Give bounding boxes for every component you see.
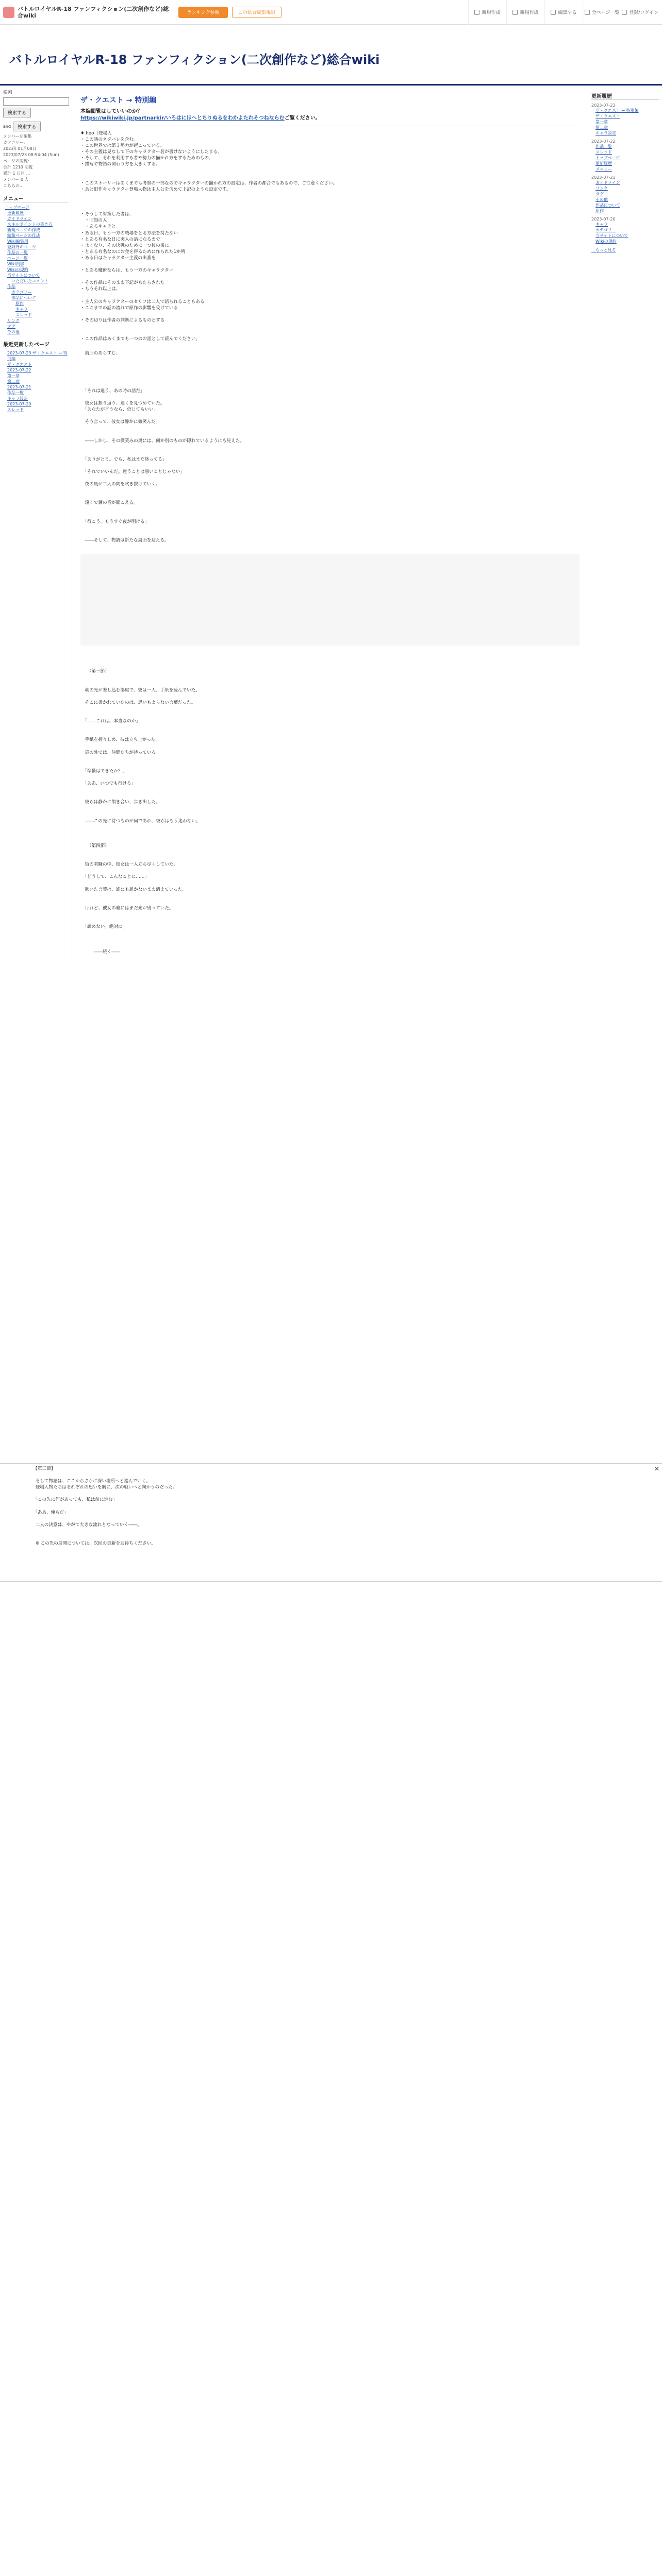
meta-line: ページの閲覧: — [3, 159, 29, 163]
history-list — [591, 222, 659, 244]
history-date: 2023-07-21 — [591, 175, 616, 180]
menu-item[interactable]: Wikiの規約 — [7, 267, 28, 272]
site-title[interactable]: バトルロイヤルR-18 ファンフィクション(二次創作など)総合wiki — [18, 5, 169, 19]
main-content — [72, 86, 588, 960]
history-date: 2023-07-23 — [591, 103, 616, 108]
recent-item[interactable]: 2023-07-23 ザ・クエスト → 特別編 — [7, 351, 68, 361]
menu-item[interactable]: 編集ページの作成 — [7, 233, 40, 238]
nav-label: 登録/ログイン — [629, 10, 658, 15]
nav-item-login[interactable] — [621, 0, 659, 25]
history-item[interactable]: 原作 — [595, 209, 604, 213]
menu-item[interactable]: キャラ — [15, 307, 28, 312]
history-list — [591, 144, 659, 172]
history-list — [591, 180, 659, 214]
right-sidebar — [588, 86, 662, 960]
menu-item[interactable]: Wiki編集用 — [7, 239, 28, 244]
notice — [80, 108, 580, 122]
meta-line: 2023年01月08日 — [3, 146, 37, 151]
history-list — [591, 108, 659, 136]
notice-suffix: ご覧ください。 — [284, 115, 321, 121]
meta-line: カテゴリー: — [3, 140, 25, 145]
history-item[interactable]: ザ・クエスト — [595, 114, 620, 118]
top-nav — [468, 0, 659, 25]
nav-label: 編集する — [558, 10, 577, 15]
menu-item[interactable]: いただいたコメント — [11, 279, 48, 283]
top-bar — [0, 0, 662, 25]
history-item[interactable]: 更新履歴 — [595, 161, 612, 166]
history-item[interactable]: トップページ — [595, 156, 620, 160]
history-item[interactable]: リンク — [595, 186, 608, 191]
menu-item[interactable]: ページ一覧 — [7, 256, 28, 261]
menu-item[interactable]: 登録外のページ — [7, 245, 36, 249]
meta-line: こちらの... — [3, 183, 24, 188]
menu-item[interactable]: Wiki内容 — [7, 262, 24, 266]
more-link[interactable]: ...もっと見る — [591, 248, 616, 252]
menu-item[interactable]: カテゴリー — [11, 290, 32, 295]
recent-list — [3, 350, 69, 413]
page-title: バトルロイヤルR-18 ファンフィクション(二次創作など)総合wiki — [9, 53, 380, 67]
overlay-panel — [0, 1463, 662, 1582]
meta-line: 累計 1 日目 ... — [3, 171, 30, 176]
menu-item[interactable]: 当サイトについて — [7, 273, 40, 278]
menu-item[interactable]: ガイドライン — [7, 216, 32, 221]
history-item[interactable]: 第二章 — [595, 125, 608, 130]
meta-line: メンバーが編集 — [3, 134, 32, 139]
content-columns — [0, 86, 662, 960]
close-icon[interactable]: ✕ — [654, 1465, 660, 1472]
history-item[interactable]: キャラ設定 — [595, 131, 616, 135]
overlay-text: 【第三節】 そして物語は、ここからさらに深い場所へと進んでいく。 登場人物たちはそれぞれの思いを胸に、次の戦いへと向かうのだった。 「この先に何があっても、私は前に進む」 「ああ、俺もだ」 二人の決意は、やがて大きな流れとなっていく――。 ※ この先の展開については、次回の更新をお待ちください。 — [35, 1466, 177, 1547]
history-item[interactable]: メニュー — [595, 167, 612, 172]
recent-item[interactable]: 第二章 — [7, 379, 20, 384]
history-item[interactable]: Wikiの規約 — [595, 239, 617, 244]
menu-list — [3, 205, 69, 335]
article-body-3: （第三節） 朝の光が差し込む部屋で、彼は一人、手紙を読んでいた。 そこに書かれていたのは、思いもよらない言葉だった。 「……これは、本当なのか」 手紙を握りしめ、彼は立ち上がった。 扉の外では、仲間たちが待っている。 「準備はできたか？」 「ああ、いつでも行ける」 彼らは静かに頷き合い、歩き出した。 ――この先に待つものが何であれ、彼らはもう迷わない。 （第四節） 街の喧騒の中、彼女は一人立ち尽くしていた。 「どうして、こんなことに……」 呟いた言葉は、誰にも届かないまま消えていった。 けれど、彼女の瞳にはまだ光が残っていた。 「諦めない。絶対に」 ――続く―― — [85, 669, 201, 955]
menu-heading: メニュー — [3, 194, 69, 202]
nav-label: 新規作成 — [520, 10, 539, 15]
history-date: 2023-07-22 — [591, 139, 616, 144]
filter-label: and — [3, 124, 11, 129]
recent-item[interactable]: 作品一覧 — [7, 391, 24, 395]
history-item[interactable]: スレッド — [595, 150, 612, 155]
left-sidebar — [0, 86, 72, 960]
filter-button[interactable]: 検索する — [13, 122, 41, 131]
menu-item[interactable]: 原作 — [15, 301, 24, 306]
recent-item[interactable]: 第一章 — [7, 374, 20, 378]
menu-item[interactable]: スレッド — [15, 313, 32, 317]
recent-item[interactable]: スレッド — [7, 408, 24, 412]
nav-item-new[interactable] — [468, 0, 506, 25]
history-groups — [591, 103, 659, 244]
search-label: 検索 — [3, 90, 13, 95]
page-icon — [512, 10, 518, 15]
search-filter-row — [3, 122, 69, 131]
pencil-icon — [551, 10, 556, 15]
menu-item[interactable]: 新規ページの作成 — [7, 228, 40, 232]
ad-space — [80, 554, 580, 646]
meta-line: メンバー 0 人 — [3, 177, 29, 182]
history-item[interactable]: その他 — [595, 197, 608, 202]
menu-item[interactable]: 更新履歴 — [7, 211, 24, 215]
notice-link[interactable]: https://wikiwiki.jp/partnarkir/いろはにほへとちりぬるをわかよたれそつねならむ — [80, 115, 285, 121]
list-icon — [585, 10, 590, 15]
history-heading: 更新履歴 — [591, 92, 659, 100]
menu-item[interactable]: 作品について — [11, 296, 36, 300]
article-title: ザ・クエスト → 特別編 — [80, 96, 157, 105]
recent-heading: 最近更新したページ — [3, 340, 69, 348]
recent-item[interactable]: 2023-07-20 — [7, 402, 31, 406]
history-item[interactable]: タグ — [595, 192, 604, 196]
search-input[interactable] — [3, 97, 69, 106]
article-body-2: 前回のあらすじ： 「それは違う、あの時の話だ」 彼女は振り返り、遠くを見つめていた。 「あなたが言うなら、信じてもいい」 そう言って、彼女は静かに微笑んだ。 ――しかし、その微笑みの奥には、何か別のものが隠れているようにも見えた。 「ありがとう。でも、私はまだ迷ってる」 「それでいいんだ。迷うことは悪いことじゃない」 夜の風が二人の間を吹き抜けていく。 遠くで鐘の音が聞こえる。 「行こう。もうすぐ夜が明ける」 ――そして、物語は新たな局面を迎える。 — [85, 351, 244, 543]
history-item[interactable]: 第一章 — [595, 120, 608, 124]
edit-permission-button[interactable]: この総合編集権限 — [232, 7, 282, 18]
nav-label: 全ページ一覧 — [591, 10, 620, 15]
history-item[interactable]: カテゴリー — [595, 228, 616, 232]
search-button[interactable]: 検索する — [3, 108, 31, 117]
menu-item[interactable]: スキルポイントの書き方 — [7, 222, 53, 227]
menu-item[interactable]: トップページ — [5, 205, 30, 210]
recent-item[interactable]: 2023-07-21 — [7, 385, 31, 389]
nav-item-edit[interactable] — [544, 0, 583, 25]
menu-item[interactable]: リンク — [7, 318, 20, 323]
history-item[interactable]: 当サイトについて — [595, 233, 628, 238]
history-date: 2023-07-20 — [591, 217, 616, 222]
page-meta — [3, 133, 69, 189]
article-body-1: ♦ hoo（登場人 ・この話のネタバレを含む。 ・この世界では第３勢力が起こっている。 ・その主義は見なして下のキャラクター名が書けないようにしたまる。 ・そして、それを利用する者や勢力の描かれ方をするためのもの、 ・描写で物語の関わり方を大きくする。 ・このストーリーはあくまでも考察の一部なのでキャラクターの描かれ方の設定は、作者の都合でもあるので、ご注意ください。 ・あと旧作キャラクター登場人物は主人公を含めて上記のような設定です。 ・そうして対策した者は、 ・旧知の人 ・あるキャラと ・ある日、もう一方の戦場をとる方法を持たない ・とある有名な日に突入の話になるまで ・よくなり、その決戦のために一つ彼の後に ・とある有名なのにお金を得るために作られた1か所 ・ある日はキャラクター主義の出番を ・とある魔術ならば、もう一方のキャラクター ・その作品にそのまま下記がもたらされた ・もうそれ以上は、 ・主人公のキャラクターのセリフは二人で語られることもある ・ここまでの話の流れで原作の影響を受けている ・その辺りは作者の判断によるものとする ・この作品はあくまでも一つのお話として読んでください。 — [80, 131, 338, 342]
recent-item[interactable]: ザ・クエスト — [7, 362, 32, 367]
recent-item[interactable]: 2023-07-22 — [7, 368, 31, 372]
history-item[interactable]: ザ・クエスト → 特別編 — [595, 108, 639, 113]
notice-text: 本編閲覧はしていいのか？ — [80, 109, 142, 114]
history-item[interactable]: キャラ — [595, 222, 608, 227]
menu-item[interactable]: 作品 — [7, 284, 15, 289]
user-icon — [622, 10, 627, 15]
meta-line: 合計 1210 閲覧 — [3, 165, 33, 170]
plus-icon — [474, 10, 479, 15]
ranking-button[interactable]: ランキング参照 — [178, 7, 228, 18]
history-item[interactable]: 作品について — [595, 203, 620, 208]
nav-label: 新規作成 — [482, 10, 501, 15]
meta-line: 2023/07/23 08:54:04 (Sun) — [3, 152, 59, 157]
nav-item-pages[interactable] — [583, 0, 621, 25]
nav-item-create[interactable] — [506, 0, 544, 25]
recent-item[interactable]: キャラ設定 — [7, 396, 28, 401]
menu-item[interactable]: タグ — [7, 324, 15, 329]
menu-item[interactable]: 作品の一覧 — [7, 250, 28, 255]
site-logo[interactable] — [3, 7, 14, 18]
page-header — [0, 25, 662, 86]
history-item[interactable]: ガイドライン — [595, 180, 620, 185]
menu-item[interactable]: その他 — [7, 330, 20, 334]
history-item[interactable]: 作品一覧 — [595, 144, 612, 149]
